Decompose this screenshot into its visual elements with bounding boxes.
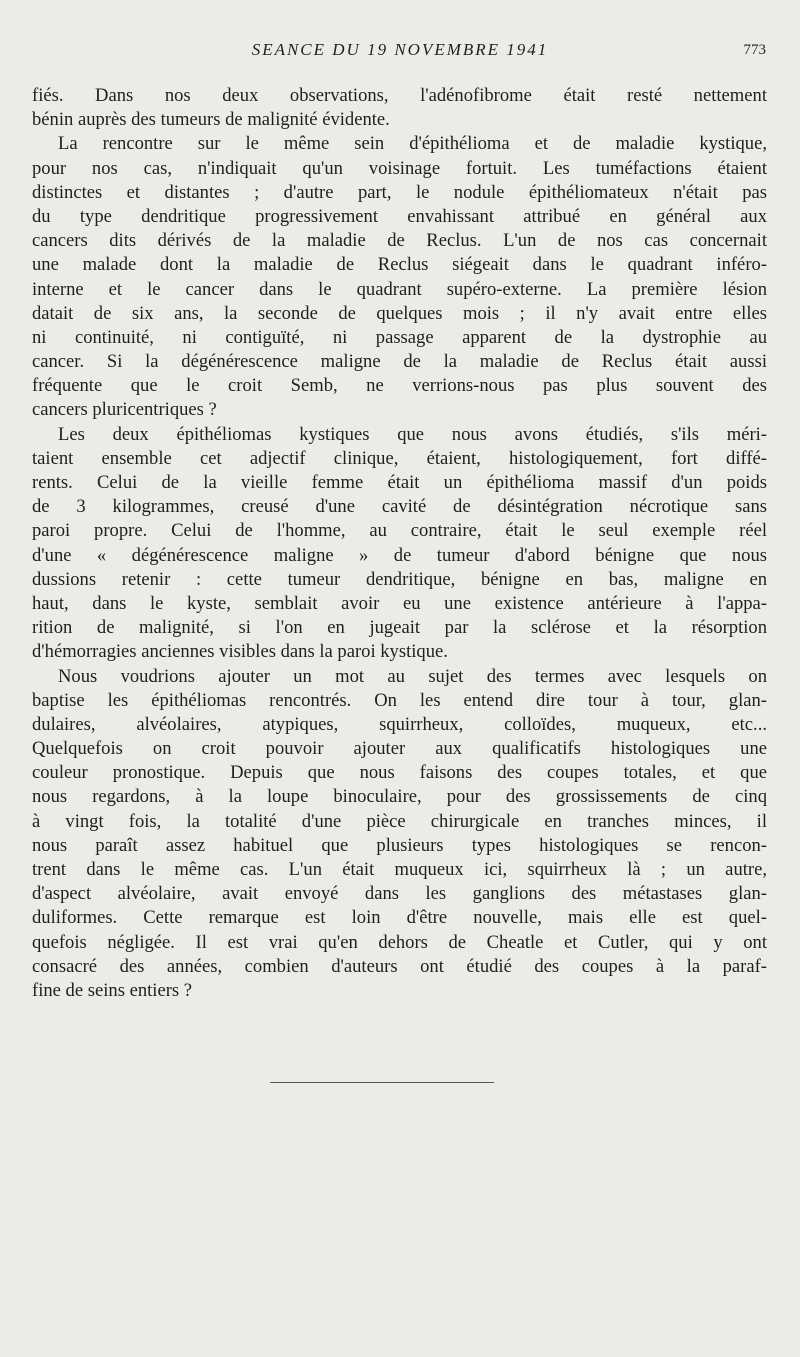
text-line: interne et le cancer dans le quadrant supéro-externe. La première lésion [32,278,767,300]
article-body [32,84,767,1003]
text-line: cancers pluricentriques ? [32,399,217,421]
text-line: haut, dans le kyste, semblait avoir eu une existence antérieure à l'appa- [32,592,767,614]
text-line: paroi propre. Celui de l'homme, au contraire, était le seul exemple réel [32,520,767,542]
text-line: dussions retenir : cette tumeur dendritique, bénigne en bas, maligne en [32,568,767,590]
text-line: cancer. Si la dégénérescence maligne de la maladie de Reclus était aussi [32,351,767,373]
section-divider [270,1082,494,1083]
text-line: quefois négligée. Il est vrai qu'en dehors de Cheatle et Cutler, qui y ont [32,931,767,953]
text-line: duliformes. Cette remarque est loin d'être nouvelle, mais elle est quel- [32,907,767,929]
text-line: rition de malignité, si l'on en jugeait par la sclérose et la résorption [32,617,767,639]
text-line: datait de six ans, la seconde de quelques mois ; il n'y avait entre elles [32,302,767,324]
text-line: trent dans le même cas. L'un était muqueux ici, squirrheux là ; un autre, [32,859,767,880]
text-line: bénin auprès des tumeurs de malignité évidente. [32,109,390,131]
text-line: consacré des années, combien d'auteurs ont étudié des coupes à la paraf- [32,955,767,977]
text-line: d'une « dégénérescence maligne » de tumeur d'abord bénigne que nous [32,544,767,566]
text-line: nous regardons, à la loupe binoculaire, pour des grossissements de cinq [32,786,767,808]
text-line: ni continuité, ni contiguïté, ni passage apparent de la dystrophie au [32,326,767,348]
text-line: fiés. Dans nos deux observations, l'adénofibrome était resté nettement [32,85,767,106]
text-line: Les deux épithéliomas kystiques que nous avons étudiés, s'ils méri- [58,423,767,445]
text-line: fine de seins entiers ? [32,979,193,1001]
text-line: taient ensemble cet adjectif clinique, étaient, histologiquement, fort diffé- [32,447,767,469]
text-line: distinctes et distantes ; d'autre part, le nodule épithéliomateux n'était pas [32,181,767,203]
text-line: pour nos cas, n'indiquait qu'un voisinage fortuit. Les tuméfactions étaient [32,157,767,179]
text-line: d'aspect alvéolaire, avait envoyé dans les ganglions des métastases glan- [32,883,767,905]
text-line: cancers dits dérivés de la maladie de Reclus. L'un de nos cas concernait [32,230,767,252]
page-number: 773 [743,42,766,58]
text-line: Nous voudrions ajouter un mot au sujet des termes avec lesquels on [58,665,767,687]
running-title: SEANCE DU 19 NOVEMBRE 1941 [251,40,549,59]
text-line: Quelquefois on croit pouvoir ajouter aux qualificatifs histologiques une [32,738,767,760]
text-line: d'hémorragies anciennes visibles dans la paroi kystique. [32,641,448,663]
text-line: rents. Celui de la vieille femme était un épithélioma massif d'un poids [32,472,767,493]
text-line: à vingt fois, la totalité d'une pièce chirurgicale en tranches minces, il [32,810,767,832]
text-line: nous paraît assez habituel que plusieurs types histologiques se rencon- [32,834,767,856]
text-line: dulaires, alvéolaires, atypiques, squirrheux, colloïdes, muqueux, etc... [32,713,767,735]
text-line: fréquente que le croit Semb, ne verrions-nous pas plus souvent des [32,375,767,397]
text-line: de 3 kilogrammes, creusé d'une cavité de désintégration nécrotique sans [32,496,767,518]
page-header [0,40,800,66]
text-line: couleur pronostique. Depuis que nous faisons des coupes totales, et que [32,762,767,784]
text-line: baptise les épithéliomas rencontrés. On les entend dire tour à tour, glan- [32,689,767,711]
text-line: du type dendritique progressivement envahissant attribué en général aux [32,205,767,227]
text-line: La rencontre sur le même sein d'épithélioma et de maladie kystique, [58,133,767,155]
text-line: une malade dont la maladie de Reclus siégeait dans le quadrant inféro- [32,254,767,276]
